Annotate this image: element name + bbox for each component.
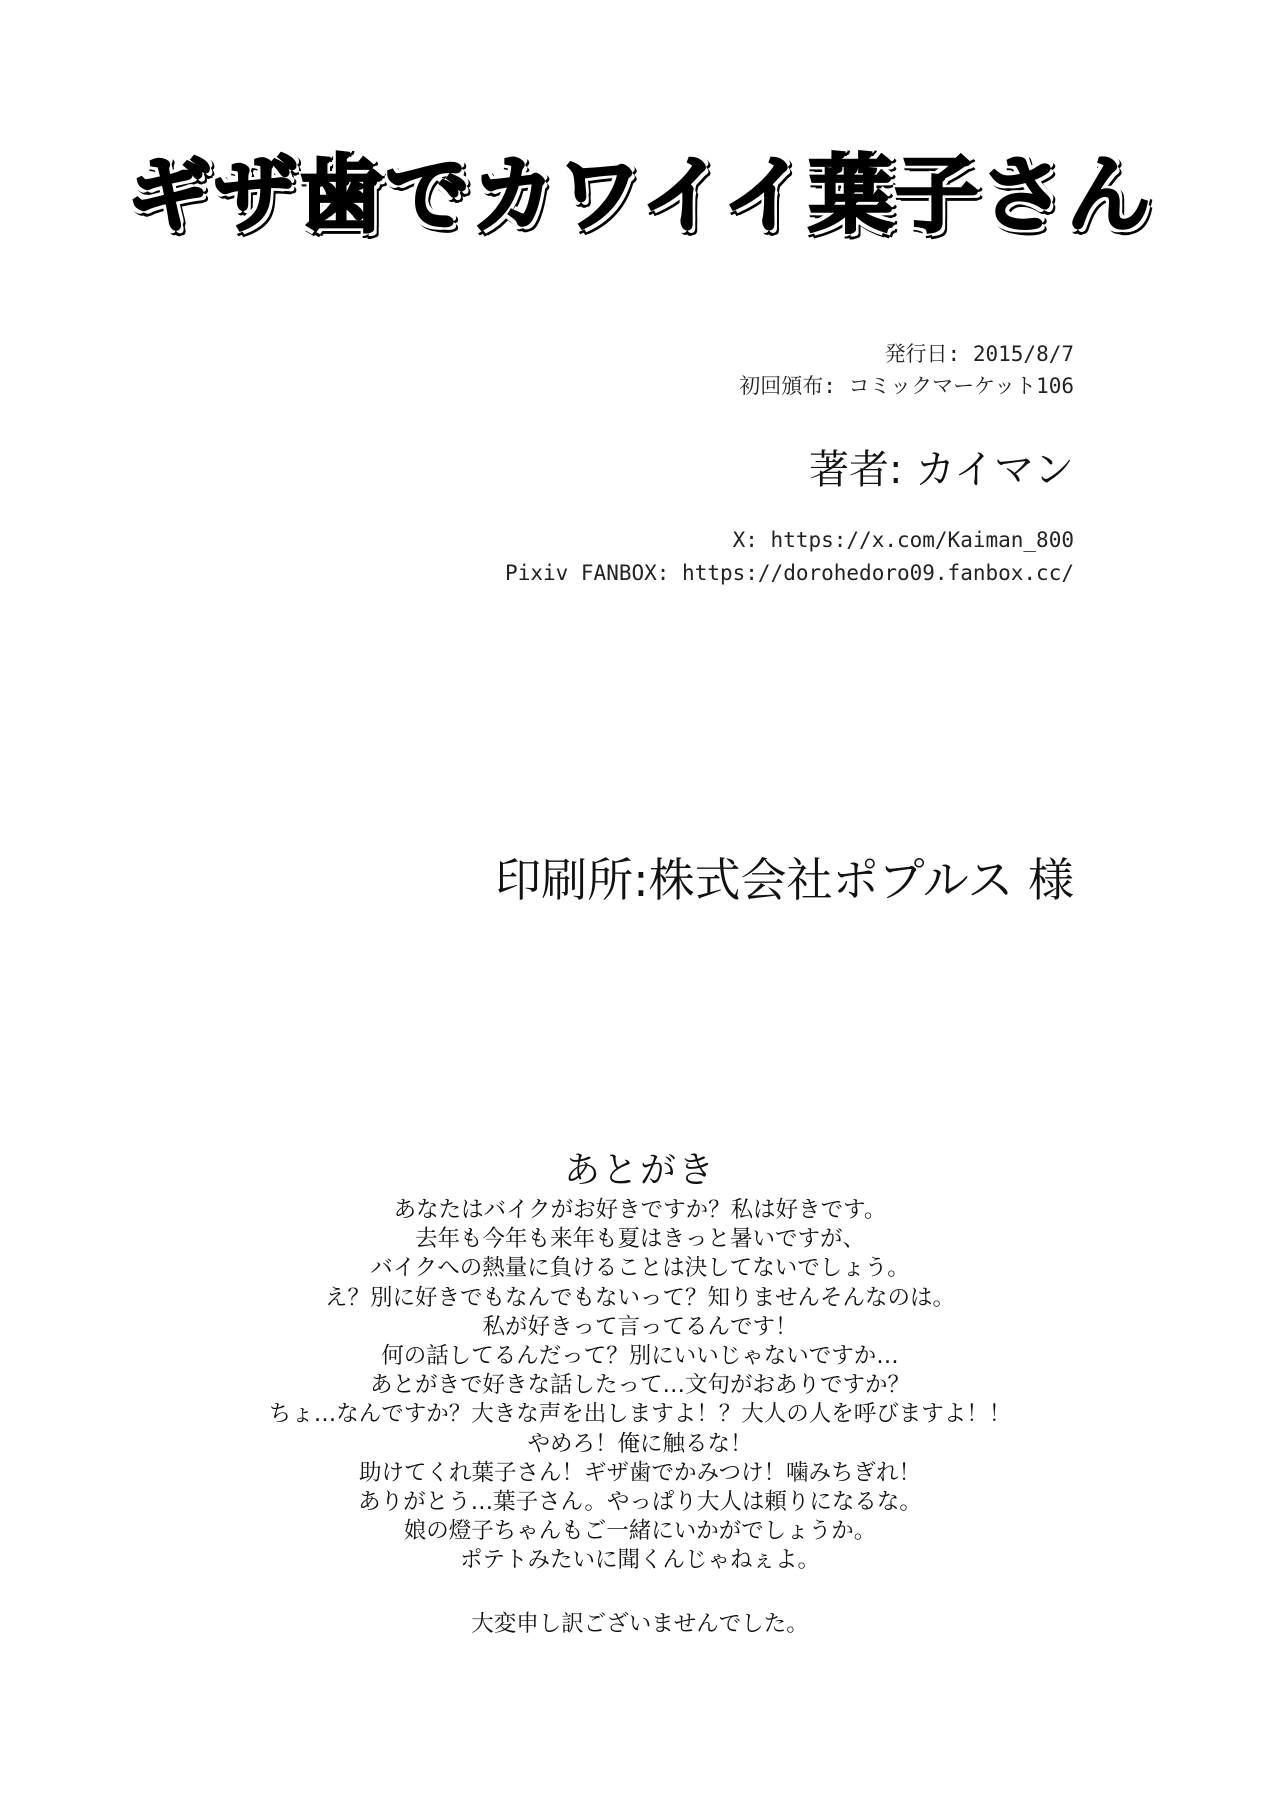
afterword-line: え？別に好きでもなんでもないって？知りませんそんなのは。 (324, 1284, 955, 1311)
first-distribution: 初回頒布: コミックマーケット106 (739, 374, 1074, 398)
fanbox-link: Pixiv FANBOX: https://dorohedoro09.fanbox.cc/ (505, 561, 1074, 585)
afterword-line: 助けてくれ葉子さん！ギザ歯でかみつけ！噛みちぎれ！ (358, 1459, 922, 1486)
afterword-line: ポテトみたいに聞くんじゃねぇよ。 (459, 1547, 820, 1574)
afterword-line: 何の話してるんだって？別にいいじゃないですか… (381, 1343, 899, 1370)
afterword-heading: あとがき (563, 1150, 716, 1191)
afterword-body (0, 1196, 1280, 1576)
colophon (505, 338, 1074, 590)
author-credit: 著者: カイマン (809, 447, 1074, 493)
printer-credit: 印刷所:株式会社ポプルス 様 (495, 853, 1074, 907)
afterword-line: あなたはバイクがお好きですか？私は好きです。 (393, 1197, 887, 1223)
afterword-line: ありがとう…葉子さん。やっぱり大人は頼りになるな。 (358, 1489, 922, 1516)
author-links (505, 524, 1074, 590)
afterword-line: バイクへの熱量に負けることは決してないでしょう。 (370, 1255, 910, 1282)
afterword-closing: 大変申し訳ございませんでした。 (471, 1610, 809, 1637)
afterword-line: ちょ…なんですか？大きな声を出しますよ！？大人の人を呼びますよ！！ (268, 1401, 1012, 1428)
afterword-line: 去年も今年も来年も夏はきっと暑いですが、 (414, 1226, 865, 1253)
afterword-line: あとがきで好きな話したって…文句がおありですか？ (369, 1372, 910, 1399)
book-title: ギザ歯でカワイイ葉子さん (127, 146, 1153, 244)
x-link: X: https://x.com/Kaiman_800 (732, 528, 1074, 552)
afterword-line: 娘の燈子ちゃんもご一緒にいかがでしょうか。 (403, 1518, 877, 1545)
afterword-line: やめろ！俺に触るな！ (527, 1430, 753, 1457)
afterword (0, 1148, 1280, 1639)
release-date: 発行日: 2015/8/7 (884, 342, 1074, 366)
afterword-line: 私が好きって言ってるんです！ (482, 1313, 798, 1340)
